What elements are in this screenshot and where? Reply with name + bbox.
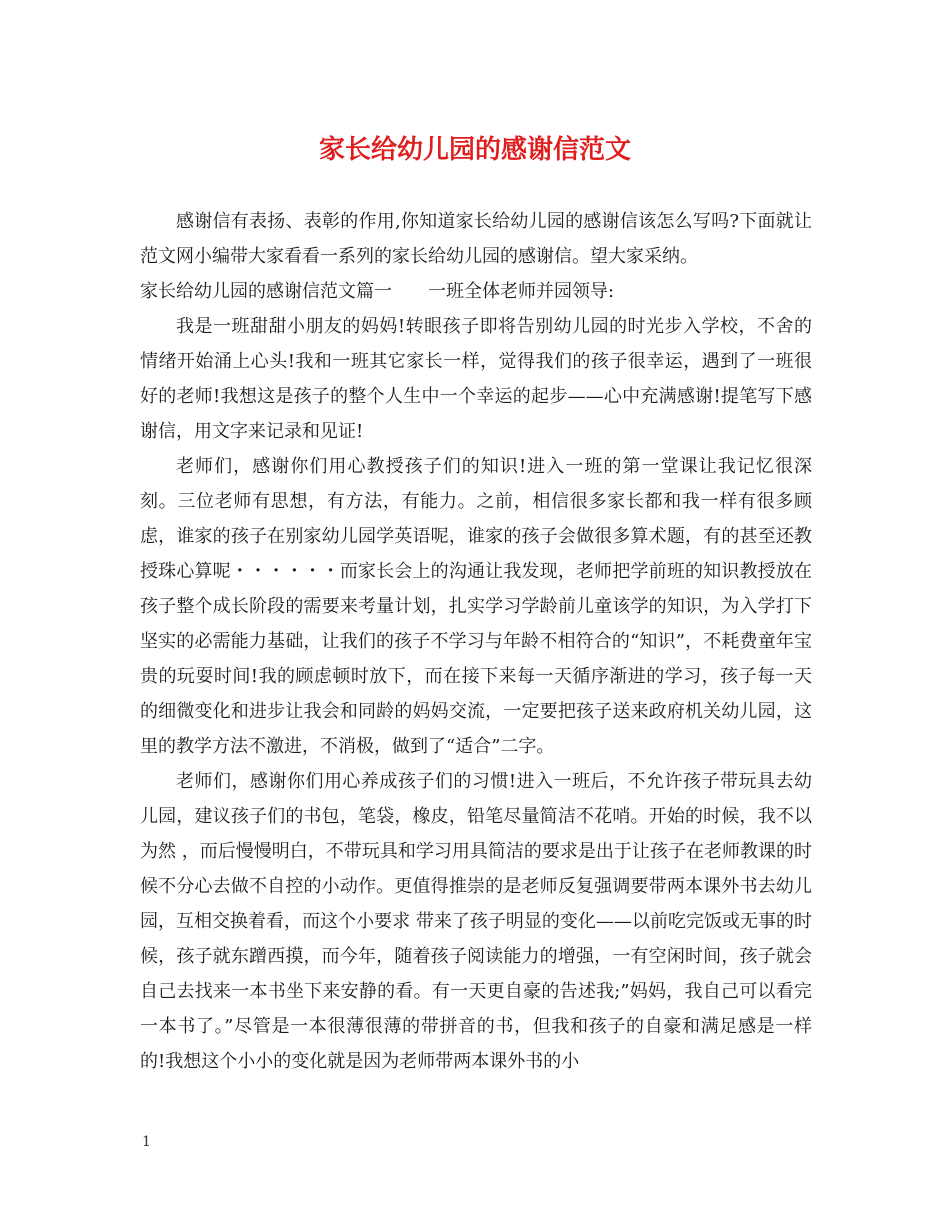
- page-number: 1: [142, 1134, 151, 1150]
- document-body: [140, 204, 812, 1079]
- paragraph-salutation: 家长给幼儿园的感谢信范文篇一 一班全体老师并园领导:: [140, 281, 615, 302]
- paragraph-body-1: 我是一班甜甜小朋友的妈妈!转眼孩子即将告别幼儿园的时光步入学校，不舍的情绪开始涌上心头!我和一班其它家长一样，觉得我们的孩子很幸运，遇到了一班很好的老师!我想这是孩子的整个人生中一个幸运的起步——心中充满感谢!提笔写下感谢信，用文字来记录和见证!: [140, 316, 812, 442]
- document-title: 家长给幼儿园的感谢信范文: [318, 135, 631, 165]
- paragraph-body-3: 老师们，感谢你们用心养成孩子们的习惯!进入一班后，不允许孩子带玩具去幼儿园，建议孩子们的书包，笔袋，橡皮，铅笔尽量简洁不花哨。开始的时候，我不以为然 ，而后慢慢明白，不带玩具和学习用具简洁的要求是出于让孩子在老师教课的时候不分心去做不自控的小动作。更值得推崇的是老师反复强调要带两本课外书去幼儿园，互相交换着看，而这个小要求 带来了孩子明显的变化——以前吃完饭或无事的时候，孩子就东蹭西摸，而今年，随着孩子阅读能力的增强，一有空闲时间，孩子就会自己去找来一本书坐下来安静的看。有一天更自豪的告述我;”妈妈，我自己可以看完一本书了。”尽管是一本很薄很薄的带拼音的书，但我和孩子的自豪和满足感是一样的!我想这个小小的变化就是因为老师带两本课外书的小: [140, 771, 812, 1072]
- paragraph-body-2: 老师们，感谢你们用心教授孩子们的知识!进入一班的第一堂课让我记忆很深刻。三位老师有思想，有方法，有能力。之前，相信很多家长都和我一样有很多顾虑，谁家的孩子在别家幼儿园学英语呢，谁家的孩子会做很多算术题，有的甚至还教授珠心算呢・・・・・・而家长会上的沟通让我发现，老师把学前班的知识教授放在孩子整个成长阶段的需要来考量计划，扎实学习学龄前儿童该学的知识，为入学打下坚实的必需能力基础，让我们的孩子不学习与年龄不相符合的“知识”，不耗费童年宝贵的玩耍时间!我的顾虑顿时放下，而在接下来每一天循序渐进的学习，孩子每一天的细微变化和进步让我会和同龄的妈妈交流，一定要把孩子送来政府机关幼儿园，这里的教学方法不激进，不消极，做到了“适合”二字。: [140, 456, 812, 757]
- paragraph-intro: 感谢信有表扬、表彰的作用,你知道家长给幼儿园的感谢信该怎么写吗?下面就让范文网小编带大家看看一系列的家长给幼儿园的感谢信。望大家采纳。: [140, 211, 812, 267]
